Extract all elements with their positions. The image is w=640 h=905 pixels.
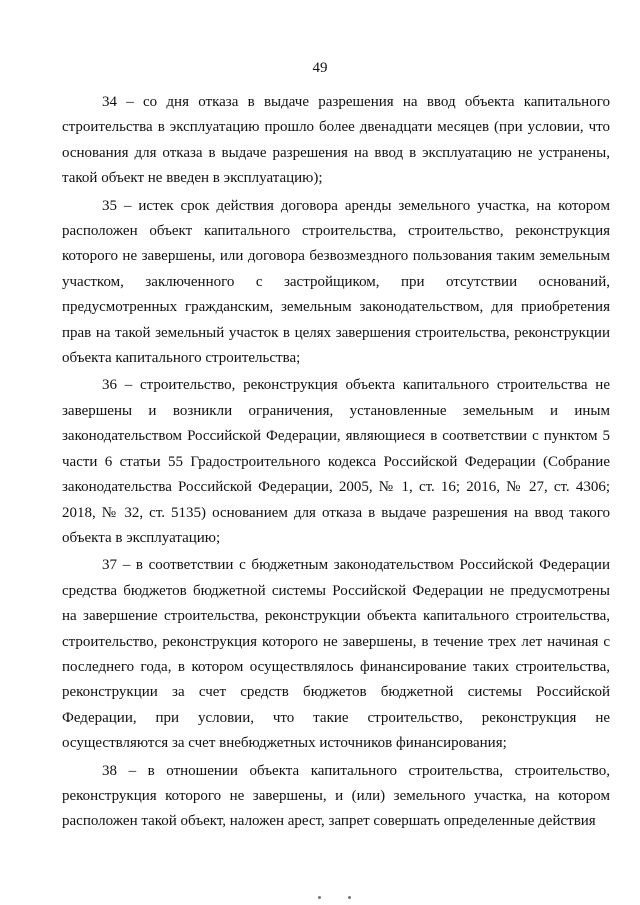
scan-dot: [318, 896, 321, 899]
scan-dot: [348, 896, 351, 899]
paragraph-36: 36 – строительство, реконструкция объекта капитального строительства не завершены и возникли ограничения, установленные земельным и иным законодательством Российской Федерации, являющиеся в соответствии с пунктом 5 части 6 статьи 55 Градостроительного кодекса Российской Федерации (Собрание законодательства Российской Федерации, 2005, № 1, ст. 16; 2016, № 27, ст. 4306; 2018, № 32, ст. 5135) основанием для отказа в выдаче разрешения на ввод такого объекта в эксплуатацию;: [62, 377, 610, 546]
document-body: [62, 90, 610, 835]
paragraph-35: 35 – истек срок действия договора аренды земельного участка, на котором расположен объект капитального строительства, строительство, реконструкция которого не завершены, или договора безвозмездного пользования таким земельным участком, заключенного с застройщиком, при отсутствии оснований, предусмотренных гражданским, земельным законодательством, для приобретения прав на такой земельный участок в целях завершения строительства, реконструкции объекта капитального строительства;: [62, 197, 610, 367]
paragraph-34: 34 – со дня отказа в выдаче разрешения на ввод объекта капитального строительства в эксплуатацию прошло более двенадцати месяцев (при условии, что основания для отказа в выдаче разрешения на ввод в эксплуатацию не устранены, такой объект не введен в эксплуатацию);: [62, 94, 610, 187]
scan-edge-marks: [0, 896, 640, 902]
page-number: 49: [312, 60, 328, 76]
paragraph-37: 37 – в соответствии с бюджетным законодательством Российской Федерации средства бюджетов бюджетной системы Российской Федерации не предусмотрены на завершение строительства, реконструкции объекта капитального строительства, строительство, реконструкция которого не завершены, в течение трех лет начиная с последнего года, в котором осуществлялось финансирование таких строительства, реконструкции за счет средств бюджетов бюджетной системы Российской Федерации, при условии, что такие строительство, реконструкция не осуществляются за счет внебюджетных источников финансирования;: [62, 557, 610, 752]
paragraph-38: 38 – в отношении объекта капитального строительства, строительство, реконструкция которого не завершены, и (или) земельного участка, на котором расположен такой объект, наложен арест, запрет совершать определенные действия: [62, 762, 610, 830]
